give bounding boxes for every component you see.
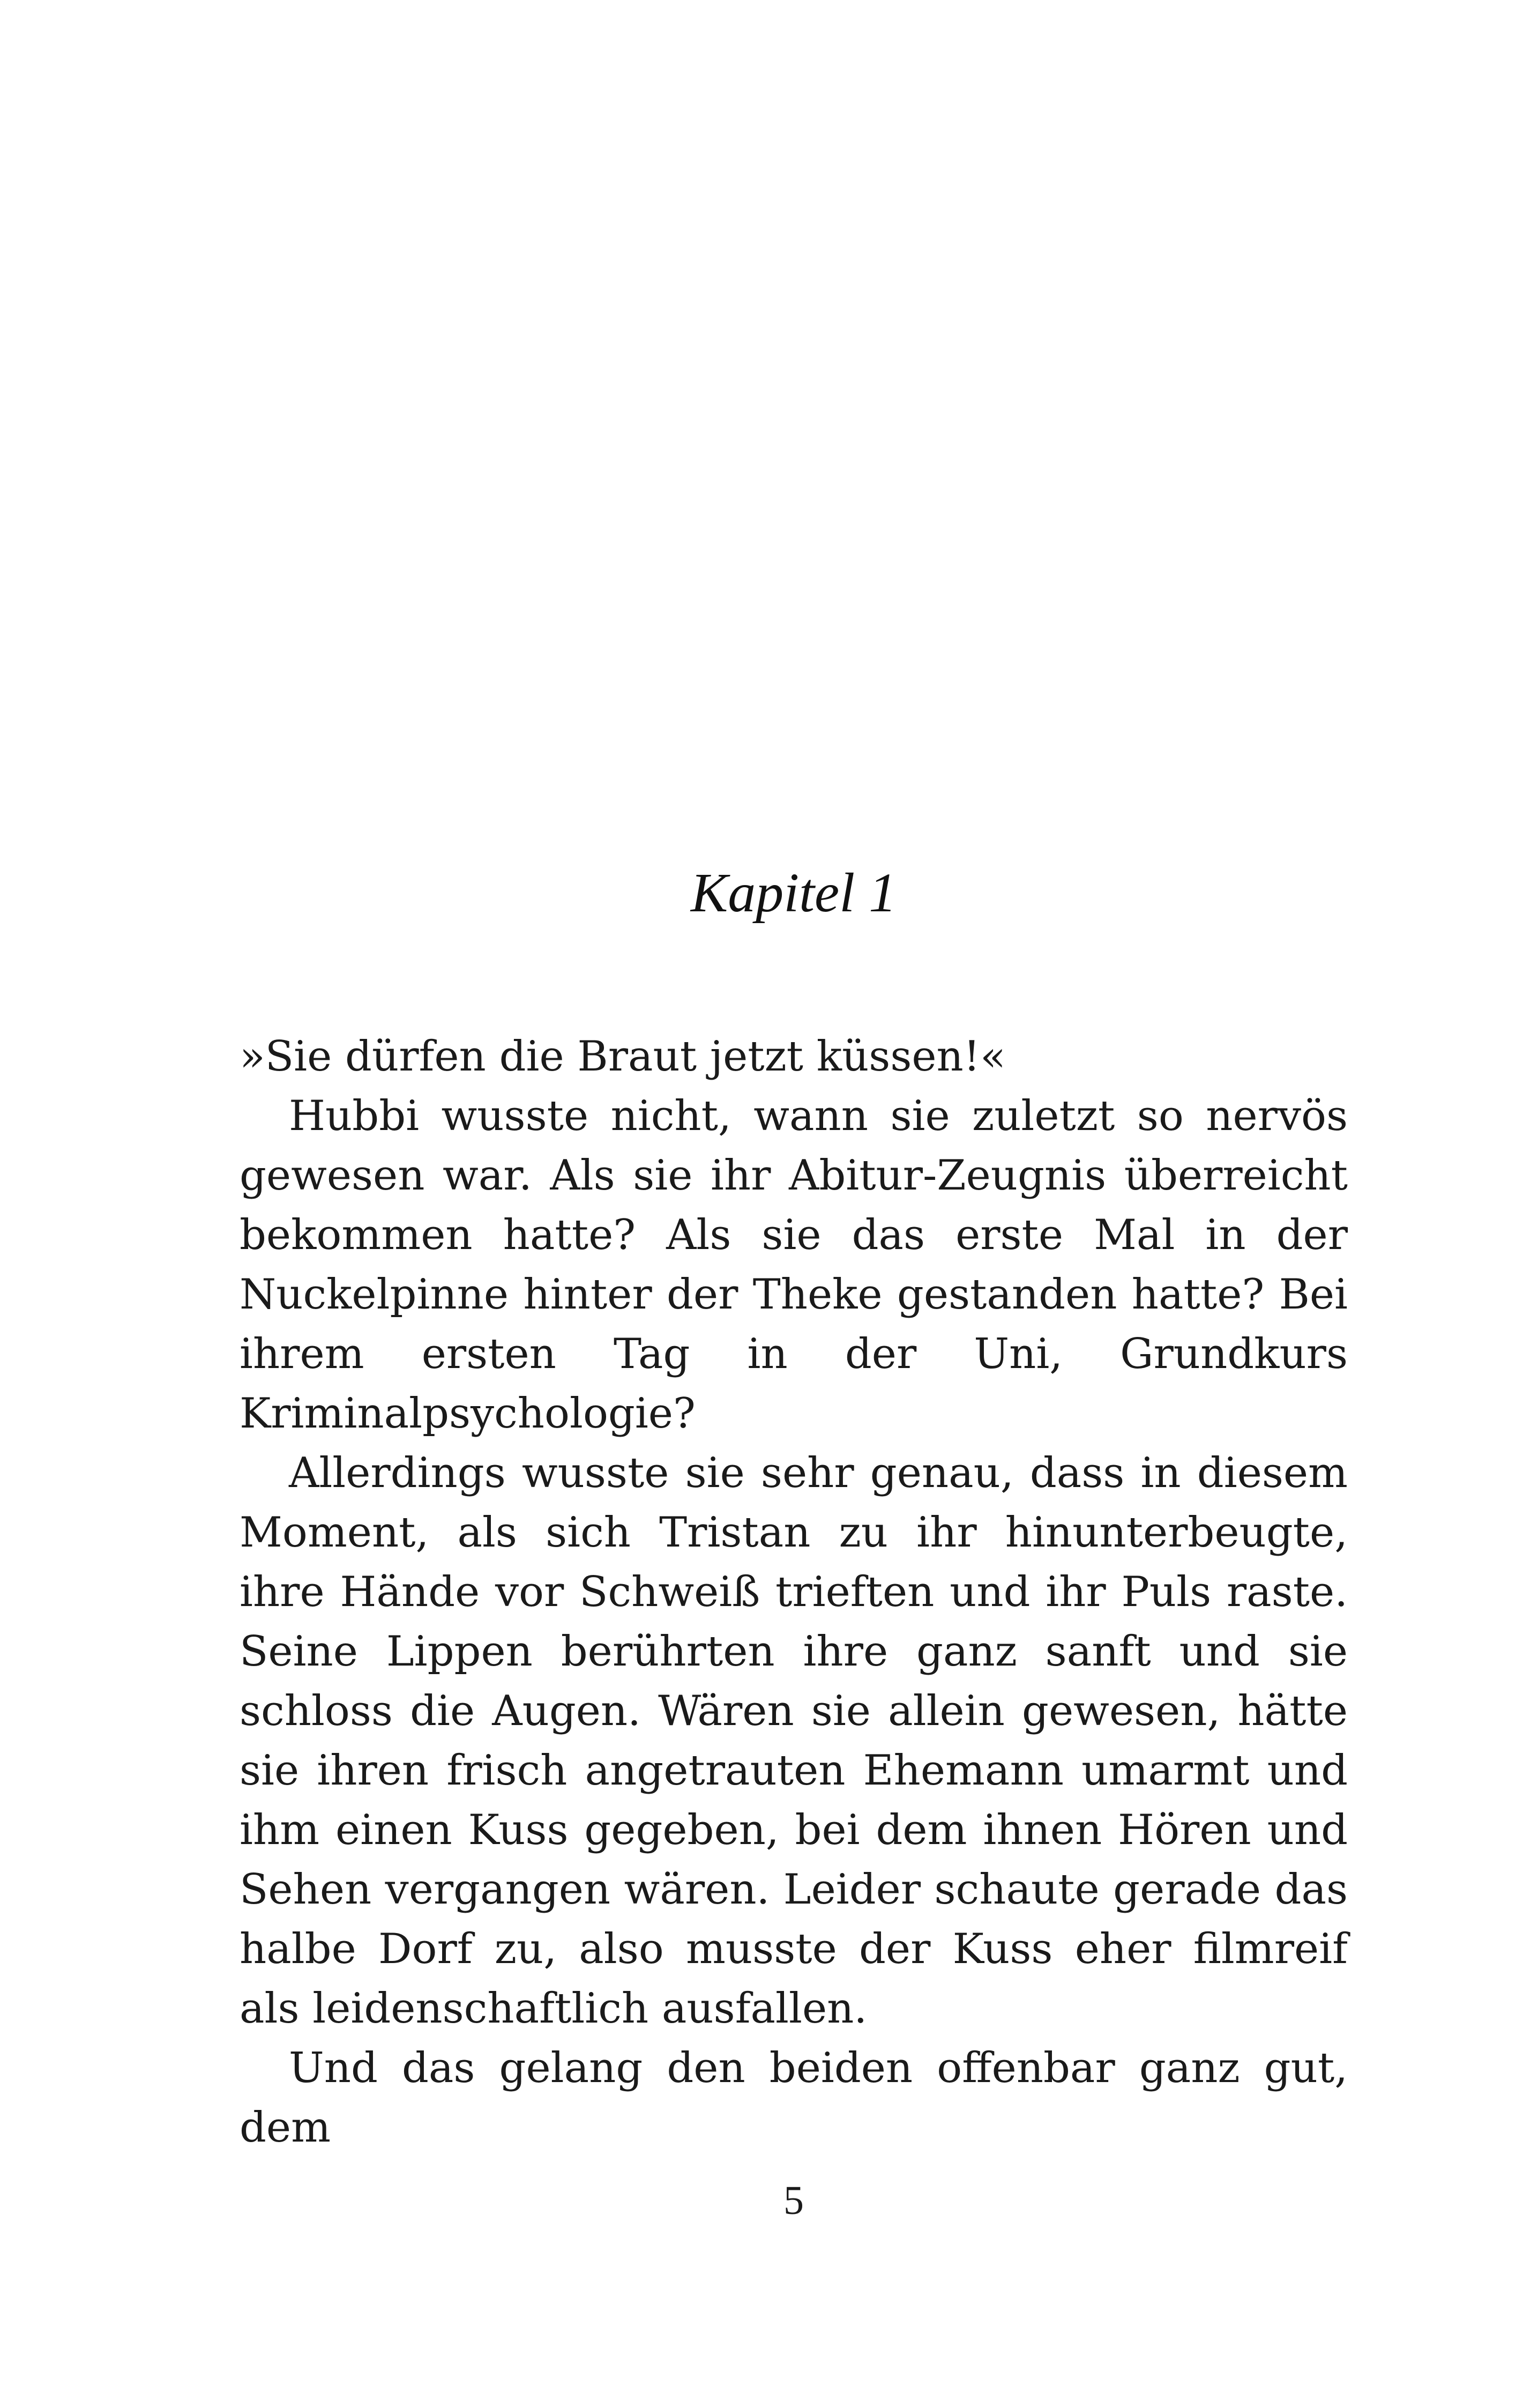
paragraph-4: Und das gelang den beiden offenbar ganz gut, dem	[240, 2044, 1348, 2152]
paragraph-3: Allerdings wusste sie sehr genau, dass in diesem Moment, als sich Tristan zu ihr hinunterbeugte, ihre Hände vor Schweiß trieften und ihr Puls raste. Seine Lippen berührten ihre ganz sanft und sie schloss die Augen. Wären sie allein gewesen, hätte sie ihren frisch angetrauten Ehemann umarmt und ihm einen Kuss gegeben, bei dem ihnen Hören und Sehen vergangen wären. Leider schaute gerade das halbe Dorf zu, also musste der Kuss eher filmreif als leidenschaftlich ausfallen.	[240, 1449, 1348, 2033]
page-number: 5	[783, 2178, 804, 2223]
paragraph-1: »Sie dürfen die Braut jetzt küssen!«	[240, 1032, 1006, 1081]
paragraph-2: Hubbi wusste nicht, wann sie zuletzt so nervös gewesen war. Als sie ihr Abitur-Zeugnis überreicht bekommen hatte? Als sie das erste Mal in der Nuckelpinne hinter der Theke gestanden hatte? Bei ihrem ersten Tag in der Uni, Grundkurs Kriminalpsychologie?	[240, 1092, 1348, 1438]
chapter-title: Kapitel 1	[690, 862, 897, 924]
body-text	[240, 1027, 1348, 2158]
